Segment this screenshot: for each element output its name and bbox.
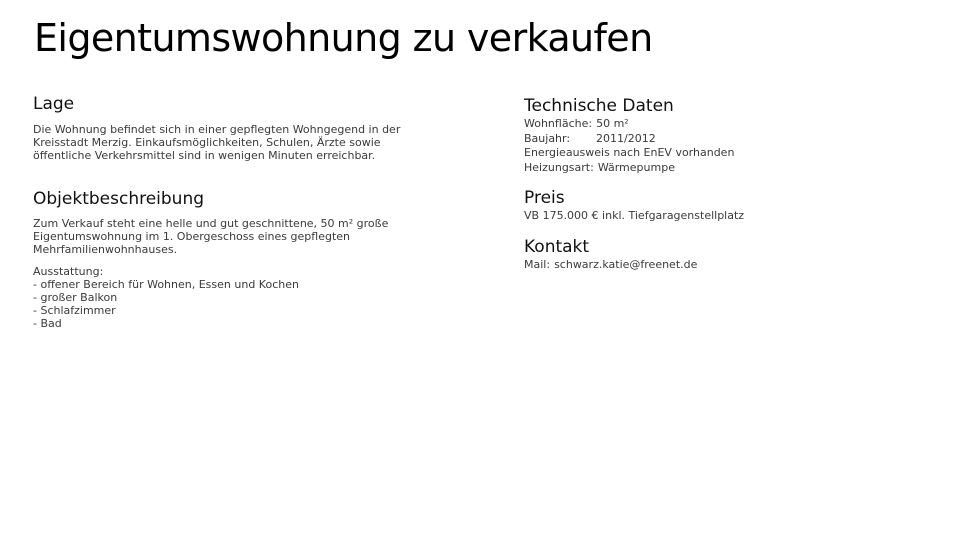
right-column [524,95,944,272]
heizung-row [524,161,944,176]
wohnflaeche-value: 50 m² [596,117,629,130]
ausstattung-list [33,278,473,330]
baujahr-row [524,132,944,147]
left-column [33,93,473,330]
section-objektbeschreibung [33,188,473,330]
section-heading-preis: Preis [524,188,565,208]
wohnflaeche-label: Wohnfläche: [524,117,593,130]
section-heading-technische-daten: Technische Daten [524,96,674,116]
section-preis [524,187,944,224]
kontakt-mail-row [524,258,944,273]
list-item: - offener Bereich für Wohnen, Essen und Kochen [33,278,299,291]
heizung-label: Heizungsart: [524,160,594,174]
section-technische-daten [524,95,944,175]
mail-value: schwarz.katie@freenet.de [554,257,698,271]
section-kontakt [524,236,944,273]
list-item: - Bad [33,317,62,330]
section-heading-kontakt: Kontakt [524,236,590,257]
energieausweis-text: Energieausweis nach EnEV vorhanden [524,146,735,159]
section-heading-objektbeschreibung: Objektbeschreibung [33,189,205,209]
page-title: Eigentumswohnung zu verkaufen [34,16,653,60]
list-item: - Schlafzimmer [33,304,116,317]
section-heading-lage: Lage [33,94,75,114]
baujahr-label: Baujahr: [524,131,571,145]
section-lage [33,93,473,162]
heizung-value: Wärmepumpe [597,160,675,174]
baujahr-value: 2011/2012 [596,131,656,145]
ausstattung-label: Ausstattung: [33,265,104,278]
list-item: - großer Balkon [33,291,118,304]
ausstattung-block [33,265,473,330]
mail-label: Mail: [524,257,551,271]
objekt-text: Zum Verkauf steht eine helle und gut geschnittene, 50 m² große Eigentumswohnung im 1. Obergeschoss eines gepflegten Mehrfamilienwohnhauses. [33,217,389,256]
wohnflaeche-row [524,117,944,132]
lage-text: Die Wohnung befindet sich in einer gepflegten Wohngegend in der Kreisstadt Merzig. Einkaufsmöglichkeiten, Schulen, Ärzte sowie öffentliche Verkehrsmittel sind in wenigen Minuten erreichbar. [33,123,401,162]
preis-text: VB 175.000 € inkl. Tiefgaragenstellplatz [524,209,745,222]
